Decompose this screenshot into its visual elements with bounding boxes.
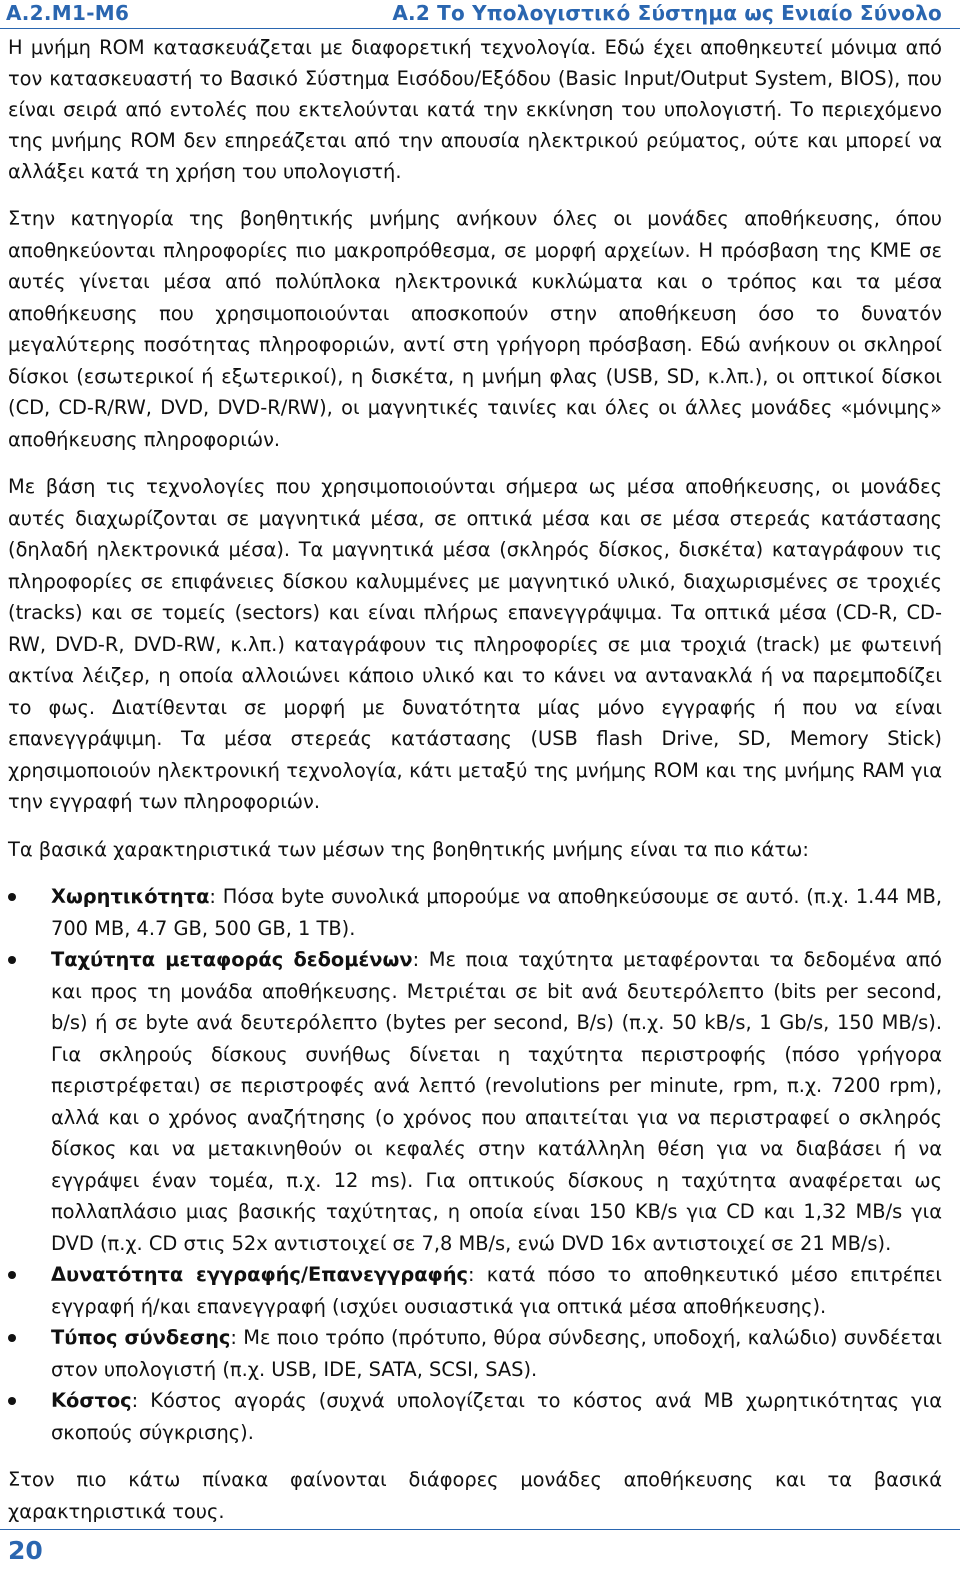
- list-item-term: Δυνατότητα εγγραφής/Επανεγγραφής: [51, 1263, 469, 1286]
- list-item-text: : Με ποιο τρόπο (πρότυπο, θύρα σύνδεσης, υποδοχή, καλώδιο) συνδέεται στον υπολογιστή (π.χ. USB, IDE, SATA, SCSI, SAS).: [51, 1326, 942, 1381]
- page-number: 20: [8, 1536, 43, 1565]
- section-code: Α.2.Μ1-Μ6: [6, 1, 130, 25]
- list-item-text: : Με ποια ταχύτητα μεταφέρονται τα δεδομένα από και προς τη μονάδα αποθήκευσης. Μετριέται σε bit ανά δευτερόλεπτο (bits per second, b/s) ή σε byte ανά δευτερόλεπτο (bytes per second, B/s) (π.χ. 50 kB/s, 1 Gb/s, 150 MB/s). Για σκληρούς δίσκους συνήθως δίνεται η ταχύτητα περιστροφής (πόσο γρήγορα περιστρέφεται) σε περιστροφές ανά λεπτό (revolutions per minute, rpm, π.χ. 7200 rpm), αλλά και ο χρόνος αναζήτησης (ο χρόνος που απαιτείται για να περιστραφεί ο σκληρός δίσκος και να μετακινηθούν οι κεφαλές στην κατάλληλη θέση για να διαβάσει ή να εγγράψει έναν τομέα, π.χ. 12 ms). Για οπτικούς δίσκους η ταχύτητα αναφέρεται ως πολλαπλάσιο μιας βασικής ταχύτητας, η οποία είναι 150 KB/s για CD και 1,32 MB/s για DVD (π.χ. CD στις 52x αντιστοιχεί σε 7,8 MB/s, ενώ DVD 16x αντιστοιχεί σε 21 MB/s).: [51, 948, 943, 1255]
- paragraph-rom: Η μνήμη ROM κατασκευάζεται με διαφορετική τεχνολογία. Εδώ έχει αποθηκευτεί μόνιμα από τον κατασκευαστή το Βασικό Σύστημα Εισόδου/Εξόδου (Basic Input/Output System, BIOS), που είναι σειρά από εντολές που εκτελούνται κατά την εκκίνηση του υπολογιστή. Το περιεχόμενο της μνήμης ROM δεν επηρεάζεται από την απουσία ηλεκτρικού ρεύματος, ούτε και μπορεί να αλλάξει κατά τη χρήση του υπολογιστή.: [8, 36, 942, 183]
- list-item-term: Χωρητικότητα: [51, 885, 210, 908]
- section-title: Α.2 Το Υπολογιστικό Σύστημα ως Ενιαίο Σύνολο: [392, 1, 942, 25]
- list-item-term: Τύπος σύνδεσης: [51, 1326, 231, 1349]
- page-header: [0, 0, 960, 29]
- list-item-text: : Πόσα byte συνολικά μπορούμε να αποθηκεύσουμε σε αυτό. (π.χ. 1.44 MB, 700 MB, 4.7 GB, 500 GB, 1 TB).: [51, 885, 942, 940]
- page-body: [8, 32, 942, 1543]
- paragraph-characteristics-intro: Τα βασικά χαρακτηριστικά των μέσων της βοηθητικής μνήμης είναι τα πιο κάτω:: [8, 837, 809, 861]
- list-item: [8, 1322, 942, 1385]
- list-item-text: : κατά πόσο το αποθηκευτικό μέσο επιτρέπει εγγραφή ή/και επανεγγραφή (ισχύει ουσιαστικά για οπτικά μέσα αποθήκευσης).: [51, 1263, 942, 1318]
- list-item: [8, 1259, 942, 1322]
- list-item-term: Ταχύτητα μεταφοράς δεδομένων: [51, 948, 413, 971]
- list-item: [8, 944, 942, 1259]
- list-item: [8, 1385, 942, 1448]
- list-item-term: Κόστος: [51, 1389, 132, 1412]
- paragraph-storage-technologies: Με βάση τις τεχνολογίες που χρησιμοποιούνται σήμερα ως μέσα αποθήκευσης, οι μονάδες αυτές διαχωρίζονται σε μαγνητικά μέσα, σε οπτικά μέσα και σε μέσα στερεάς κατάστασης (δηλαδή ηλεκτρονικά μέσα). Τα μαγνητικά μέσα (σκληρός δίσκος, δισκέτα) καταγράφουν τις πληροφορίες σε επιφάνειες δίσκου καλυμμένες με μαγνητικό υλικό, διαχωρισμένες σε τροχιές (tracks) και σε τομείς (sectors) και είναι πλήρως επανεγγράψιμα. Τα οπτικά μέσα (CD-R, CD-RW, DVD-R, DVD-RW, κ.λπ.) καταγράφουν τις πληροφορίες σε μια τροχιά (track) με φωτεινή ακτίνα λέιζερ, η οποία αλλοιώνει κάποιο υλικό και το κάνει να αντανακλά ή να παρεμποδίζει το φως. Διατίθενται σε μορφή με δυνατότητα μίας μόνο εγγραφής ή που να είναι επανεγγράψιμη. Τα μέσα στερεάς κατάστασης (USB flash Drive, SD, Memory Stick) χρησιμοποιούν ηλεκτρονική τεχνολογία, κάτι μεταξύ της μνήμης ROM και της μνήμης RAM για την εγγραφή των πληροφοριών.: [8, 475, 942, 813]
- list-item: [8, 881, 942, 944]
- footer-divider: [0, 1529, 960, 1530]
- paragraph-auxiliary-memory: Στην κατηγορία της βοηθητικής μνήμης ανήκουν όλες οι μονάδες αποθήκευσης, όπου αποθηκεύονται πληροφορίες πιο μακροπρόθεσμα, σε μορφή αρχείων. Η πρόσβαση της ΚΜΕ σε αυτές γίνεται μέσα από πολύπλοκα ηλεκτρονικά κυκλώματα και ο τρόπος και τα μέσα αποθήκευσης που χρησιμοποιούνται αποσκοπούν στην αποθήκευση όσο το δυνατόν μεγαλύτερης ποσότητας πληροφοριών, αντί στη γρήγορη πρόσβαση. Εδώ ανήκουν οι σκληροί δίσκοι (εσωτερικοί ή εξωτερικοί), η δισκέτα, η μνήμη φλας (USB, SD, κ.λπ.), οι οπτικοί δίσκοι (CD, CD-R/RW, DVD, DVD-R/RW), οι μαγνητικές ταινίες και όλες οι άλλες μονάδες «μόνιμης» αποθήκευσης πληροφοριών.: [8, 207, 942, 451]
- list-item-text: : Κόστος αγοράς (συχνά υπολογίζεται το κόστος ανά MB χωρητικότητας για σκοπούς σύγκρισης).: [51, 1389, 942, 1444]
- paragraph-closing: Στον πιο κάτω πίνακα φαίνονται διάφορες μονάδες αποθήκευσης και τα βασικά χαρακτηριστικά τους.: [8, 1468, 942, 1523]
- characteristics-list: [8, 881, 942, 1448]
